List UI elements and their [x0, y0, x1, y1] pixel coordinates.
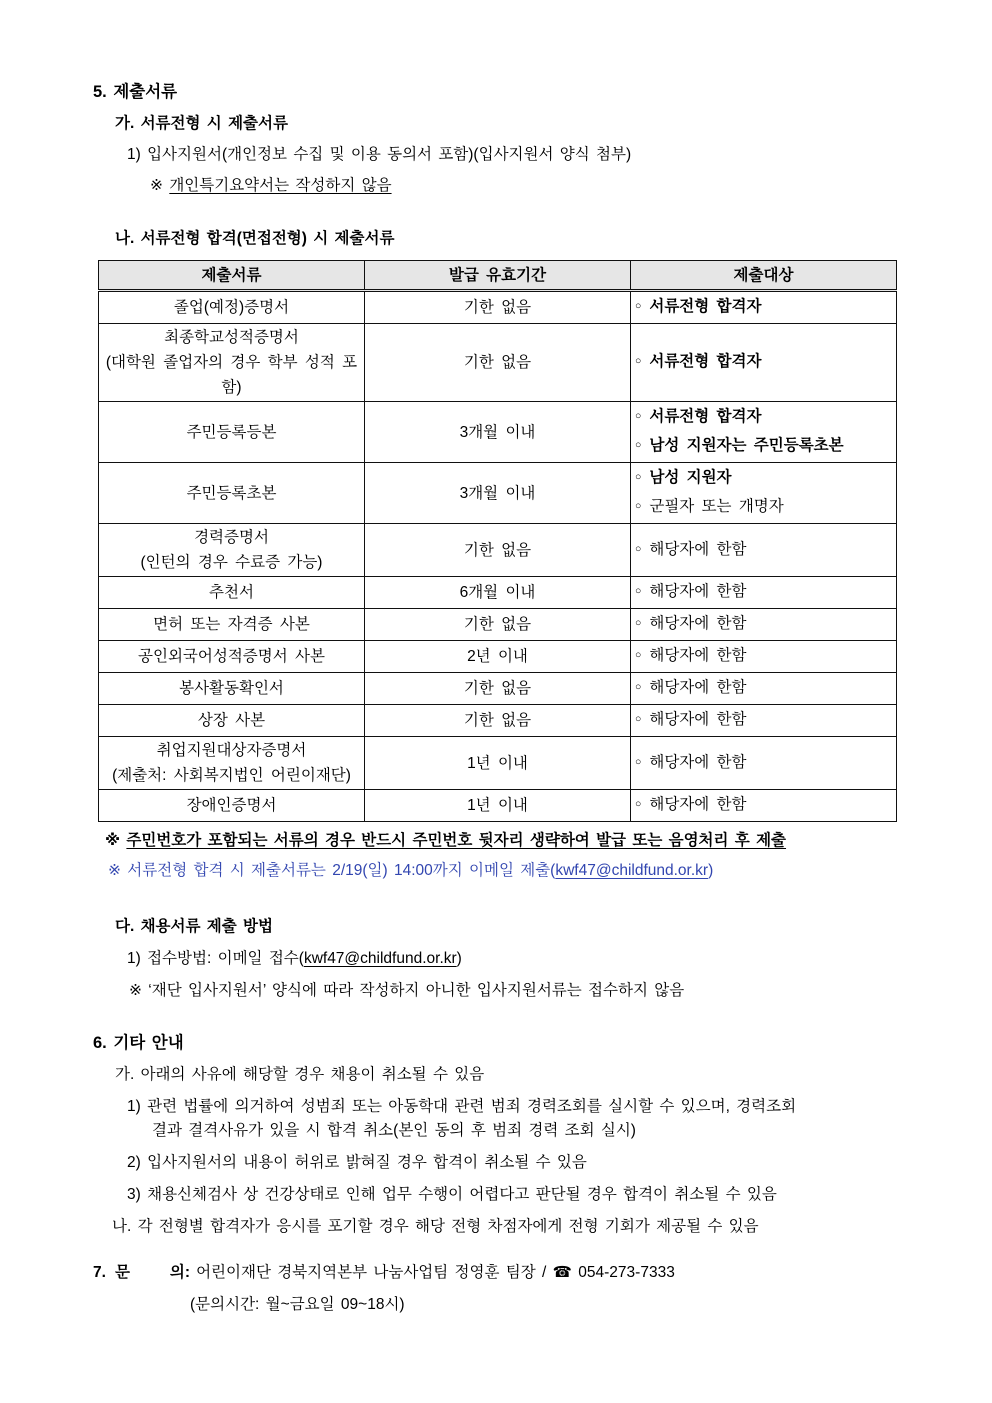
contact-body: 어린이재단 경북지역본부 나눔사업팀 정영훈 팀장 /	[196, 1264, 547, 1281]
section6-item2	[127, 1151, 934, 1175]
item-text: 채용신체검사 상 건강상태로 인해 업무 수행이 어렵다고 판단될 경우 합격이 취소될 수 있음	[147, 1186, 777, 1203]
document-name-cell	[99, 737, 365, 790]
circle-bullet-icon: ○	[635, 542, 642, 555]
document-name-cell	[99, 402, 365, 463]
validity-cell: 6개월 이내	[365, 577, 631, 609]
document-name-cell	[99, 524, 365, 577]
validity-cell: 3개월 이내	[365, 463, 631, 524]
table-row	[99, 291, 897, 324]
validity-cell: 2년 이내	[365, 641, 631, 673]
table-row	[99, 577, 897, 609]
circle-bullet-icon: ○	[635, 500, 642, 512]
table-row	[99, 609, 897, 641]
note-underlined-text: 개인특기요약서는 작성하지 않음	[169, 177, 392, 194]
document-name-line: 면허 또는 자격증 사본	[153, 616, 310, 633]
section5-c-title: 다. 채용서류 제출 방법	[115, 918, 273, 935]
target-cell	[631, 463, 897, 524]
target-line: ○ 서류전형 합격자	[635, 348, 892, 377]
target-cell	[631, 737, 897, 790]
table-row	[99, 641, 897, 673]
document-name-line: 추천서	[209, 584, 254, 601]
note-marker: ※	[105, 832, 121, 849]
document-name-cell	[99, 463, 365, 524]
phone-number: 054-273-7333	[578, 1264, 675, 1281]
col-header-validity: 발급 유효기간	[365, 261, 631, 291]
target-line: ○ 해당자에 한함	[635, 674, 892, 703]
table-row	[99, 402, 897, 463]
document-name-cell	[99, 705, 365, 737]
document-name-line: (인턴의 경우 수료증 가능)	[140, 554, 323, 571]
item-text: 관련 법률에 의거하여 성범죄 또는 아동학대 관련 범죄 경력조회를 실시할 수 있으며, 경력조회	[147, 1098, 797, 1115]
circle-bullet-icon: ○	[635, 649, 642, 661]
email-link[interactable]: kwf47@childfund.or.kr	[303, 950, 457, 967]
document-name-cell	[99, 673, 365, 705]
table-row	[99, 737, 897, 790]
section7-contact	[93, 1261, 934, 1285]
target-line: ○ 남성 지원자는 주민등록초본	[635, 432, 892, 461]
target-cell	[631, 609, 897, 641]
section6-item1	[127, 1095, 934, 1143]
deadline-text-close: )	[708, 862, 714, 879]
table-row	[99, 324, 897, 402]
validity-cell: 기한 없음	[365, 609, 631, 641]
item-text-continuation: 결과 결격사유가 있을 시 합격 취소(본인 동의 후 범죄 경력 조회 실시)	[152, 1122, 636, 1139]
table-note-deadline	[108, 859, 934, 883]
validity-cell: 기한 없음	[365, 705, 631, 737]
contact-label-ui: 의:	[169, 1264, 191, 1281]
table-row	[99, 705, 897, 737]
item-number: 1)	[127, 1098, 141, 1115]
circle-bullet-icon: ○	[635, 755, 642, 768]
target-line: ○ 해당자에 한함	[635, 642, 892, 671]
document-name-line: 봉사활동확인서	[179, 680, 284, 697]
section6-title: 6. 기타 안내	[93, 1034, 184, 1052]
document-name-line: 최종학교성적증명서	[164, 329, 299, 346]
email-link[interactable]: kwf47@childfund.or.kr	[555, 862, 709, 879]
section6-a: 가. 아래의 사유에 해당할 경우 채용이 취소될 수 있음	[115, 1066, 485, 1083]
document-name-line: 주민등록등본	[186, 423, 277, 441]
target-line: ○ 서류전형 합격자	[635, 403, 892, 432]
col-header-target: 제출대상	[631, 261, 897, 291]
section5-a-item1: 1) 입사지원서(개인정보 수집 및 이용 동의서 포함)(입사지원서 양식 첨부)	[127, 146, 632, 163]
document-name-line: (대학원 졸업자의 경우 학부 성적 포함)	[105, 354, 358, 396]
section5-a-note	[150, 174, 934, 198]
section5-c-note: ※ ‘재단 입사지원서’ 양식에 따라 작성하지 아니한 입사지원서류는 접수하지 않음	[129, 982, 685, 999]
document-name-cell	[99, 641, 365, 673]
circle-bullet-icon: ○	[635, 300, 642, 312]
table-row	[99, 524, 897, 577]
document-name-line: 상장 사본	[197, 712, 266, 729]
target-line: ○ 해당자에 한함	[635, 706, 892, 735]
target-cell	[631, 705, 897, 737]
target-cell	[631, 324, 897, 402]
target-cell	[631, 673, 897, 705]
circle-bullet-icon: ○	[635, 439, 642, 451]
section6-b: 나. 각 전형별 합격자가 응시를 포기할 경우 해당 전형 차점자에게 전형 기회가 제공될 수 있음	[112, 1218, 759, 1235]
validity-cell: 기한 없음	[365, 673, 631, 705]
validity-cell: 1년 이내	[365, 737, 631, 790]
document-name-line: 주민등록초본	[186, 484, 277, 502]
section5-a-title: 가. 서류전형 시 제출서류	[115, 115, 288, 132]
section5-b-title: 나. 서류전형 합격(면접전형) 시 제출서류	[115, 230, 395, 247]
circle-bullet-icon: ○	[635, 713, 642, 725]
submission-documents-table	[98, 260, 897, 822]
document-name-cell	[99, 790, 365, 822]
circle-bullet-icon: ○	[635, 798, 642, 810]
target-cell	[631, 790, 897, 822]
section5-title: 5. 제출서류	[93, 83, 178, 101]
deadline-text: ※ 서류전형 합격 시 제출서류는 2/19(일) 14:00까지 이메일 제출(	[108, 862, 556, 879]
document-name-line: 공인외국어성적증명서 사본	[138, 648, 325, 665]
target-line: ○ 해당자에 한함	[635, 791, 892, 820]
target-cell	[631, 577, 897, 609]
document-name-line: 졸업(예정)증명서	[173, 299, 290, 316]
target-line: ○ 해당자에 한함	[635, 610, 892, 639]
validity-cell: 기한 없음	[365, 524, 631, 577]
item-number: 2)	[127, 1154, 141, 1171]
validity-cell: 1년 이내	[365, 790, 631, 822]
circle-bullet-icon: ○	[635, 471, 642, 483]
circle-bullet-icon: ○	[635, 410, 642, 422]
apply-method-text-close: )	[456, 950, 462, 967]
circle-bullet-icon: ○	[635, 355, 642, 367]
target-line: ○ 군필자 또는 개명자	[635, 493, 892, 522]
document-name-line: (제출처: 사회복지법인 어린이재단)	[112, 767, 351, 784]
table-header-row	[99, 261, 897, 291]
section5-c-item1	[127, 947, 934, 971]
table-note-privacy	[105, 829, 934, 853]
col-header-document: 제출서류	[99, 261, 365, 291]
document-name-line: 경력증명서	[194, 529, 269, 546]
target-cell	[631, 524, 897, 577]
target-line: ○ 남성 지원자	[635, 464, 892, 493]
target-line: ○ 해당자에 한함	[635, 749, 892, 778]
document-name-cell	[99, 291, 365, 324]
circle-bullet-icon: ○	[635, 617, 642, 629]
circle-bullet-icon: ○	[635, 585, 642, 597]
item-text: 입사지원서의 내용이 허위로 밝혀질 경우 합격이 취소될 수 있음	[147, 1154, 587, 1171]
circle-bullet-icon: ○	[635, 681, 642, 693]
table-row	[99, 673, 897, 705]
contact-label-mun: 문	[114, 1264, 130, 1281]
table-row	[99, 463, 897, 524]
section6-item3	[127, 1183, 934, 1207]
contact-hours: (문의시간: 월~금요일 09~18시)	[190, 1296, 405, 1313]
section7-number: 7.	[93, 1264, 106, 1281]
validity-cell: 3개월 이내	[365, 402, 631, 463]
document-name-cell	[99, 324, 365, 402]
note-underlined-text: 주민번호가 포함되는 서류의 경우 반드시 주민번호 뒷자리 생략하여 발급 또는 음영처리 후 제출	[126, 832, 787, 849]
document-name-line: 장애인증명서	[186, 797, 277, 814]
document-name-line: 취업지원대상자증명서	[156, 742, 307, 759]
target-cell	[631, 641, 897, 673]
target-cell	[631, 402, 897, 463]
target-line: ○ 해당자에 한함	[635, 536, 892, 565]
document-name-cell	[99, 577, 365, 609]
note-marker: ※	[150, 177, 163, 194]
validity-cell: 기한 없음	[365, 291, 631, 324]
target-line: ○ 해당자에 한함	[635, 578, 892, 607]
item-number: 3)	[127, 1186, 141, 1203]
target-line: ○ 서류전형 합격자	[635, 293, 892, 322]
table-row	[99, 790, 897, 822]
apply-method-text: 1) 접수방법: 이메일 접수(	[127, 950, 304, 967]
document-name-cell	[99, 609, 365, 641]
submission-table-body	[99, 291, 897, 822]
target-cell	[631, 291, 897, 324]
phone-icon: ☎	[552, 1264, 572, 1281]
validity-cell: 기한 없음	[365, 324, 631, 402]
